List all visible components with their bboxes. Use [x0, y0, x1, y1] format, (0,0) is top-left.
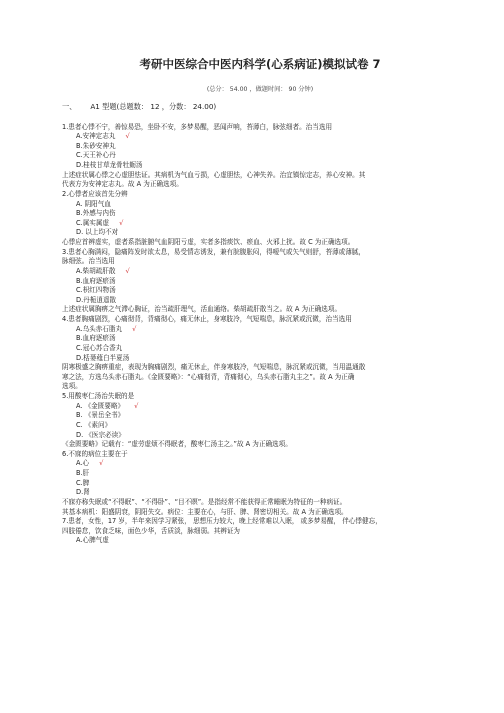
question-stem: 4.患者胸痛剧烈，心痛彻背，背痛彻心，痛无休止，身寒肢冷，气短喘息，脉沉紧或沉微，治当选用 — [62, 315, 352, 323]
answer-option — [62, 209, 444, 219]
correct-mark: √ — [134, 401, 139, 410]
question-block — [62, 450, 444, 517]
explanation-text: 其基本病机：阳盛阴衰，阴阳失交。病位：主要在心，与肝、脾、肾密切相关。故 A 为正确选项。 — [62, 507, 348, 516]
option-text: D.丹栀逍遥散 — [76, 295, 117, 304]
question-block — [62, 392, 444, 450]
option-text: C.属实属虚 — [76, 218, 110, 227]
option-text: A.安神定志丸 — [76, 132, 116, 141]
explanation-text: 阴寒极盛之胸痹重症，表现为胸痛剧烈，痛无休止，伴身寒肢冷，气短喘息，脉沉紧或沉微，当用温通散 — [62, 363, 366, 372]
question-stem: 脉细弦。治当选用 — [62, 257, 115, 266]
option-text: D.栝蒌薤白半夏汤 — [76, 353, 130, 362]
correct-mark: √ — [132, 324, 137, 333]
explanation-text: 代表方为安神定志丸。故 A 为正确选项。 — [62, 180, 183, 189]
answer-option — [62, 200, 444, 210]
exam-title: 考研中医综合中医内科学(心系病证)模拟试卷 7 — [139, 57, 381, 71]
question-stem: 6.不寐的病位主要在于 — [62, 449, 128, 458]
option-text: D.肾 — [76, 488, 90, 497]
answer-option — [62, 431, 444, 441]
question-stem: 5.用酸枣仁汤治失眠的是 — [62, 392, 135, 400]
explanation-text: 寒之法，方选乌头赤石脂丸。《金匮要略》：“心痛彻背，背痛彻心，乌头赤石脂丸主之”。故 A 为正确 — [62, 372, 355, 381]
explanation-text: 上述症状属胸痹之气滞心胸证，治当疏肝理气，活血通络。柴胡疏肝散当之。故 A 为正确选项。 — [62, 305, 342, 314]
answer-option — [62, 334, 444, 344]
answer-option — [62, 354, 444, 364]
answer-option — [62, 132, 444, 142]
option-text: B.外感与内伤 — [76, 209, 116, 218]
question-stem: 3.患者心胸满闷，隐痛阵发时欲太息，易受情志诱发，兼有脘腹胀闷，得嗳气或矢气则舒，苔薄或薄腻， — [62, 247, 366, 256]
question-stem: 四肢倦怠，饮食乏味，面色少华，舌质淡，脉细弱。其辨证为 — [62, 526, 241, 535]
answer-option — [62, 277, 444, 287]
explanation-text: 《金匮要略》记载有：“虚劳虚烦不得眠者，酸枣仁汤主之。”故 A 为正确选项。 — [62, 440, 292, 449]
correct-mark: √ — [125, 266, 130, 275]
answer-option — [62, 151, 444, 161]
answer-option — [62, 344, 444, 354]
question-block — [62, 190, 444, 248]
answer-option — [62, 459, 444, 469]
option-text: B.血府逐瘀汤 — [76, 334, 116, 343]
explanation-text: 不寐亦称失眠或“不得眠”、“不得卧”、“目不瞑”。是指经常不能获得正常睡眠为特征的一种病证。 — [62, 497, 347, 506]
answer-option — [62, 488, 444, 498]
option-text: A.心 — [76, 459, 90, 468]
option-text: D. 《医宗必读》 — [76, 430, 125, 439]
option-text: A.心脾气虚 — [76, 536, 109, 545]
exam-meta: (总分： 54.00 ，做题时间： 90 分钟) — [206, 85, 314, 93]
correct-mark: √ — [125, 132, 130, 141]
option-text: B.朱砂安神丸 — [76, 141, 116, 150]
question-block — [62, 248, 444, 315]
answer-option — [62, 142, 444, 152]
explanation-text: 选项。 — [62, 382, 82, 391]
option-text: A.柴胡疏肝散 — [76, 266, 116, 275]
section-heading — [62, 102, 444, 113]
option-text: B.肝 — [76, 469, 90, 477]
option-text: A. 《金匮要略》 — [76, 401, 125, 410]
answer-option — [62, 161, 444, 171]
option-text: A. 阴阳气血 — [76, 199, 111, 208]
correct-mark: √ — [99, 459, 104, 468]
answer-option — [62, 469, 444, 479]
answer-option — [62, 228, 444, 238]
option-text: C.脾 — [76, 478, 90, 487]
answer-option — [62, 286, 444, 296]
answer-option — [62, 219, 444, 229]
option-text: A.乌头赤石脂丸 — [76, 324, 123, 333]
question-block — [62, 517, 444, 546]
answer-option — [62, 479, 444, 489]
question-list — [62, 123, 444, 547]
answer-option — [62, 402, 444, 412]
answer-option — [62, 421, 444, 431]
section-text: A1 型题(总题数： 12 ，分数： 24.00) — [90, 101, 217, 111]
question-block — [62, 123, 444, 190]
option-text: B.血府逐瘀汤 — [76, 276, 116, 285]
question-stem: 2.心悸者应该首先分辨 — [62, 189, 128, 198]
explanation-text: 心悸应首辨虚实，虚者系指脏腑气血阴阳亏虚，实者多指痰饮、瘀血、火邪上扰。故 C 为正确选项。 — [62, 238, 355, 246]
answer-option — [62, 325, 444, 335]
option-text: B. 《景岳全书》 — [76, 411, 125, 420]
explanation-text: 上述症状属心悸之心虚胆怯证。其病机为气血亏损，心虚胆怯，心神失养。治宜镇惊定志，养心安神。其 — [62, 170, 366, 179]
option-text: C.枳红四物汤 — [76, 286, 116, 295]
option-text: C. 《素问》 — [76, 420, 112, 429]
answer-option — [62, 536, 444, 546]
option-text: C.天王补心丹 — [76, 151, 116, 160]
answer-option — [62, 267, 444, 277]
question-stem: 1.患者心悸不宁，善惊易恐，坐卧不安，多梦易醒，恶闻声响，苔薄白，脉弦细者。治当选用 — [62, 122, 333, 131]
question-stem: 7.患者，女性，17 岁，半年来因学习紧张， 思想压力较大，晚上经常难以入眠， 或多梦易醒， 伴心悸健忘， — [62, 517, 382, 526]
answer-option — [62, 411, 444, 421]
option-text: D.桂枝甘草龙骨牡蛎汤 — [76, 161, 143, 169]
section-number: 一、 — [62, 101, 77, 111]
option-text: D. 以上均不对 — [76, 228, 119, 237]
question-block — [62, 315, 444, 392]
correct-mark: √ — [119, 218, 124, 227]
option-text: C.冠心苏合香丸 — [76, 343, 123, 352]
answer-option — [62, 296, 444, 306]
